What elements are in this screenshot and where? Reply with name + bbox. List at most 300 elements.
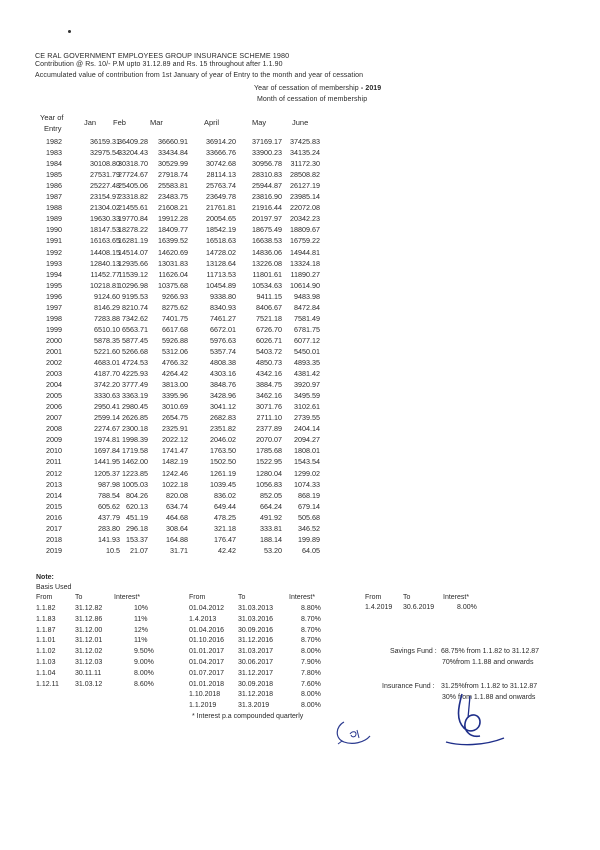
basis-from: 1.1.01 — [36, 637, 56, 645]
entry-year-cell: 1997 — [46, 302, 62, 312]
value-cell: 5450.01 — [294, 346, 320, 356]
value-cell: 12935.66 — [118, 258, 148, 268]
entry-year-cell: 2007 — [46, 413, 62, 423]
value-cell: 33900.23 — [252, 148, 282, 158]
value-cell: 16518.63 — [206, 236, 236, 246]
value-cell: 1462.00 — [122, 457, 148, 467]
basis-interest: 8.00% — [301, 691, 321, 699]
value-cell: 199.89 — [298, 534, 320, 544]
value-cell: 176.47 — [214, 534, 236, 544]
basis-to: 30.06.2017 — [238, 659, 274, 666]
basis-interest: 8.00% — [301, 648, 321, 656]
value-cell: 8406.67 — [256, 302, 282, 312]
value-cell: 20197.97 — [252, 214, 282, 224]
table-row — [0, 402, 600, 413]
value-cell: 14728.02 — [206, 247, 236, 257]
value-cell: 10454.89 — [206, 280, 236, 290]
value-cell: 868.19 — [298, 490, 320, 500]
entry-year-cell: 2017 — [46, 523, 62, 533]
value-cell: 3462.16 — [256, 391, 282, 401]
basis-from: 1.4.2019 — [365, 604, 393, 611]
entry-year-cell: 2018 — [46, 534, 62, 544]
value-cell: 7283.88 — [94, 313, 120, 323]
basis-from: 01.01.2018 — [189, 680, 225, 688]
value-cell: 27531.79 — [90, 170, 120, 180]
value-cell: 14408.15 — [90, 247, 120, 257]
basis-to: 31.12.2017 — [238, 669, 274, 677]
value-cell: 1223.85 — [122, 468, 148, 478]
value-cell: 25227.48 — [90, 181, 120, 191]
value-cell: 30318.70 — [118, 159, 148, 169]
table-row — [0, 170, 600, 181]
compound-note: * Interest p.a compounded quarterly — [192, 713, 304, 720]
value-cell: 6026.71 — [256, 335, 282, 345]
table-row — [0, 435, 600, 446]
value-cell: 19912.28 — [158, 214, 188, 224]
basis-from: 01.10.2016 — [189, 637, 225, 645]
value-cell: 5976.63 — [210, 335, 236, 345]
value-cell: 1482.19 — [162, 457, 188, 467]
value-cell: 8146.29 — [94, 302, 120, 312]
value-cell: 9195.53 — [122, 291, 148, 301]
table-row — [0, 413, 600, 424]
set2-from-header: From — [189, 594, 206, 601]
value-cell: 2599.14 — [94, 413, 120, 423]
basis-interest: 8.00% — [457, 604, 477, 611]
entry-year-cell: 1989 — [46, 214, 62, 224]
value-cell: 1205.37 — [94, 468, 120, 478]
value-cell: 23318.82 — [118, 192, 148, 202]
value-cell: 33204.43 — [118, 148, 148, 158]
basis-to: 31.12.2016 — [238, 637, 274, 645]
insurance-fund-label: Insurance Fund : — [382, 683, 435, 690]
value-cell: 3813.00 — [162, 380, 188, 390]
value-cell: 18147.53 — [90, 225, 120, 235]
basis-from: 1.1.82 — [36, 605, 56, 612]
value-cell: 10375.68 — [158, 280, 188, 290]
value-cell: 333.81 — [260, 523, 282, 533]
note-title: Note: — [36, 574, 54, 581]
value-cell: 25944.87 — [252, 181, 282, 191]
table-row — [0, 270, 600, 281]
value-cell: 23649.78 — [206, 192, 236, 202]
savings-fund-line-1: 68.75% from 1.1.82 to 31.12.87 — [441, 648, 540, 655]
value-cell: 4303.16 — [210, 369, 236, 379]
basis-interest: 8.70% — [301, 615, 321, 623]
value-cell: 4264.42 — [162, 369, 188, 379]
value-cell: 5357.74 — [210, 346, 236, 356]
value-cell: 27724.67 — [118, 170, 148, 180]
basis-used: Basis Used — [36, 584, 72, 591]
value-cell: 1808.01 — [294, 446, 320, 456]
col-header-year-1: Year of — [40, 113, 64, 122]
value-cell: 22072.08 — [290, 203, 320, 213]
value-cell: 21304.02 — [90, 203, 120, 213]
value-cell: 10.5 — [106, 545, 120, 555]
value-cell: 505.68 — [298, 512, 320, 522]
value-cell: 18675.49 — [252, 225, 282, 235]
entry-year-cell: 1999 — [46, 324, 62, 334]
value-cell: 18542.19 — [206, 225, 236, 235]
value-cell: 634.74 — [166, 501, 188, 511]
table-row — [0, 502, 600, 513]
basis-interest: 8.80% — [301, 605, 321, 612]
entry-year-cell: 1982 — [46, 137, 62, 146]
value-cell: 4683.01 — [94, 358, 120, 367]
value-cell: 16638.53 — [252, 236, 282, 246]
set1-to-header: To — [75, 594, 83, 601]
value-cell: 1543.54 — [294, 457, 320, 467]
col-header-jan: Jan — [84, 118, 97, 127]
value-cell: 2094.27 — [294, 435, 320, 445]
value-cell: 4850.73 — [256, 358, 282, 367]
set1-from-header: From — [36, 594, 53, 601]
value-cell: 2711.10 — [256, 413, 282, 423]
value-cell: 8210.74 — [122, 302, 148, 312]
table-row — [0, 248, 600, 259]
value-cell: 296.18 — [126, 523, 148, 533]
entry-year-cell: 2010 — [46, 446, 62, 456]
entry-year-cell: 1984 — [46, 159, 62, 169]
table-row — [0, 148, 600, 159]
value-cell: 6077.12 — [294, 335, 320, 345]
value-cell: 8340.93 — [210, 302, 236, 312]
basis-to: 31.03.2017 — [238, 648, 274, 656]
table-row — [0, 469, 600, 480]
table-row — [0, 457, 600, 468]
entry-year-cell: 1996 — [46, 291, 62, 301]
value-cell: 36660.91 — [158, 137, 188, 146]
value-cell: 4225.93 — [122, 369, 148, 379]
value-cell: 1697.84 — [94, 446, 120, 456]
value-cell: 1022.18 — [162, 479, 188, 489]
value-cell: 6672.01 — [210, 324, 236, 334]
col-header-june: June — [292, 118, 309, 127]
value-cell: 9124.60 — [94, 291, 120, 301]
value-cell: 2325.91 — [162, 424, 188, 434]
value-cell: 2351.82 — [210, 424, 236, 434]
value-cell: 4381.42 — [294, 369, 320, 379]
basis-to: 31.03.12 — [75, 680, 103, 688]
value-cell: 30108.80 — [90, 159, 120, 169]
table-row — [0, 236, 600, 247]
value-cell: 451.19 — [126, 512, 148, 522]
value-cell: 64.05 — [302, 545, 320, 555]
table-row — [0, 214, 600, 225]
value-cell: 20342.23 — [290, 214, 320, 224]
value-cell: 2739.55 — [294, 413, 320, 423]
value-cell: 4187.70 — [94, 369, 120, 379]
basis-to: 31.12.82 — [75, 605, 103, 612]
set3-to-header: To — [403, 594, 411, 601]
value-cell: 679.14 — [298, 501, 320, 511]
basis-interest: 11% — [134, 615, 148, 623]
value-cell: 987.98 — [98, 479, 120, 489]
year-cessation-label: Year of cessation of membership — [254, 85, 359, 92]
insurance-fund-line-1: 31.25%from 1.1.82 to 31.12.87 — [441, 683, 538, 690]
value-cell: 620.13 — [126, 501, 148, 511]
table-row — [0, 192, 600, 203]
value-cell: 3884.75 — [256, 380, 282, 390]
entry-year-cell: 2011 — [46, 457, 62, 467]
value-cell: 16281.19 — [118, 236, 148, 246]
value-cell: 6617.68 — [162, 324, 188, 334]
value-cell: 12840.13 — [90, 258, 120, 268]
value-cell: 164.88 — [166, 534, 188, 544]
value-cell: 4724.53 — [122, 358, 148, 367]
table-row — [0, 203, 600, 214]
value-cell: 11452.77 — [90, 269, 120, 279]
value-cell: 14836.06 — [252, 247, 282, 257]
entry-year-cell: 1983 — [46, 148, 62, 158]
value-cell: 7401.75 — [162, 313, 188, 323]
value-cell: 5878.35 — [94, 335, 120, 345]
entry-year-cell: 1985 — [46, 170, 62, 180]
table-row — [0, 380, 600, 391]
value-cell: 18809.67 — [290, 225, 320, 235]
table-row — [0, 546, 600, 557]
entry-year-cell: 2001 — [46, 346, 62, 356]
value-cell: 664.24 — [260, 501, 282, 511]
value-cell: 464.68 — [166, 512, 188, 522]
value-cell: 53.20 — [264, 545, 282, 555]
entry-year-cell: 2009 — [46, 435, 62, 445]
table-row — [0, 303, 600, 314]
basis-interest: 8.70% — [301, 637, 321, 645]
value-cell: 6510.10 — [94, 324, 120, 334]
value-cell: 18278.22 — [118, 225, 148, 235]
value-cell: 1522.95 — [256, 457, 282, 467]
value-cell: 34135.24 — [290, 148, 320, 158]
entry-year-cell: 2008 — [46, 424, 62, 434]
value-cell: 10534.63 — [252, 280, 282, 290]
value-cell: 6781.75 — [294, 324, 320, 334]
value-cell: 2377.89 — [256, 424, 282, 434]
value-cell: 21761.81 — [206, 203, 236, 213]
value-cell: 3848.76 — [210, 380, 236, 390]
value-cell: 1441.95 — [94, 457, 120, 467]
value-cell: 1974.81 — [94, 435, 120, 445]
basis-interest: 7.60% — [301, 680, 321, 688]
value-cell: 20054.65 — [206, 214, 236, 224]
basis-from: 01.04.2017 — [189, 659, 225, 666]
table-row — [0, 491, 600, 502]
basis-from: 1.10.2018 — [189, 691, 221, 699]
basis-to: 31.3.2019 — [238, 702, 270, 710]
value-cell: 18409.77 — [158, 225, 188, 235]
value-cell: 1074.33 — [294, 479, 320, 489]
set2-interest-header: Interest* — [289, 594, 316, 601]
basis-from: 01.04.2016 — [189, 626, 225, 634]
value-cell: 7521.18 — [256, 313, 282, 323]
value-cell: 5403.72 — [256, 346, 282, 356]
value-cell: 3330.63 — [94, 391, 120, 401]
value-cell: 36409.28 — [118, 137, 148, 146]
table-row — [0, 369, 600, 380]
value-cell: 28310.83 — [252, 170, 282, 180]
value-cell: 3395.96 — [162, 391, 188, 401]
value-cell: 3920.97 — [294, 380, 320, 390]
value-cell: 28114.13 — [206, 170, 236, 180]
year-cessation-value: - 2019 — [360, 85, 382, 92]
value-cell: 42.42 — [218, 545, 236, 555]
basis-interest: 7.90% — [301, 659, 321, 666]
value-cell: 5926.88 — [162, 335, 188, 345]
value-cell: 188.14 — [260, 534, 282, 544]
col-header-year-2: Entry — [44, 124, 62, 133]
basis-interest: 8.60% — [134, 680, 154, 688]
value-cell: 321.18 — [214, 523, 236, 533]
entry-year-cell: 1998 — [46, 313, 62, 323]
value-cell: 153.37 — [126, 534, 148, 544]
value-cell: 820.08 — [166, 490, 188, 500]
value-cell: 5312.06 — [162, 346, 188, 356]
value-cell: 36159.31 — [90, 137, 120, 146]
basis-from: 1.1.03 — [36, 659, 56, 666]
value-cell: 2626.85 — [122, 413, 148, 423]
basis-from: 01.04.2012 — [189, 605, 225, 612]
value-cell: 6563.71 — [122, 324, 148, 334]
basis-to: 31.12.01 — [75, 637, 103, 645]
value-cell: 10614.90 — [290, 280, 320, 290]
value-cell: 37169.17 — [252, 137, 282, 146]
basis-to: 31.03.2016 — [238, 615, 274, 623]
value-cell: 11713.53 — [206, 269, 236, 279]
set2-to-header: To — [238, 594, 246, 601]
value-cell: 7342.62 — [122, 313, 148, 323]
value-cell: 11626.04 — [158, 269, 188, 279]
value-cell: 1280.04 — [256, 468, 282, 478]
value-cell: 10296.98 — [118, 280, 148, 290]
value-cell: 7461.27 — [210, 313, 236, 323]
basis-from: 01.07.2017 — [189, 669, 225, 677]
value-cell: 4893.35 — [294, 358, 320, 367]
month-cessation-line: Month of cessation of membership — [257, 96, 368, 103]
basis-to: 31.12.03 — [75, 659, 103, 666]
value-cell: 27918.74 — [158, 170, 188, 180]
value-cell: 23483.75 — [158, 192, 188, 202]
table-row — [0, 225, 600, 236]
value-cell: 1005.03 — [122, 479, 148, 489]
value-cell: 23985.14 — [290, 192, 320, 202]
value-cell: 5266.68 — [122, 346, 148, 356]
value-cell: 3363.19 — [122, 391, 148, 401]
entry-year-cell: 1986 — [46, 181, 62, 191]
value-cell: 3428.96 — [210, 391, 236, 401]
basis-interest: 10% — [134, 605, 149, 612]
table-row — [0, 281, 600, 292]
value-cell: 3777.49 — [122, 380, 148, 390]
value-cell: 25583.81 — [158, 181, 188, 191]
set1-interest-header: Interest* — [114, 594, 141, 601]
value-cell: 308.64 — [166, 523, 188, 533]
table-row — [0, 480, 600, 491]
basis-to: 31.12.00 — [75, 626, 103, 634]
document-title: CE RAL GOVERNMENT EMPLOYEES GROUP INSURANCE SCHEME 1980 — [35, 51, 290, 60]
table-row — [0, 424, 600, 435]
value-cell: 37425.83 — [290, 137, 320, 146]
entry-year-cell: 1994 — [46, 269, 62, 279]
basis-to: 31.12.86 — [75, 615, 103, 623]
value-cell: 1719.58 — [122, 446, 148, 456]
value-cell: 33434.84 — [158, 148, 188, 158]
entry-year-cell: 1987 — [46, 192, 62, 202]
value-cell: 6726.70 — [256, 324, 282, 334]
savings-fund-line-2: 70%from 1.1.88 and onwards — [442, 659, 534, 666]
value-cell: 31.71 — [170, 545, 188, 555]
value-cell: 1261.19 — [210, 468, 236, 478]
entry-year-cell: 1993 — [46, 258, 62, 268]
value-cell: 21455.61 — [118, 203, 148, 213]
set3-interest-header: Interest* — [443, 594, 470, 601]
entry-year-cell: 2004 — [46, 380, 62, 390]
table-row — [0, 358, 600, 369]
value-cell: 4766.32 — [162, 358, 188, 367]
basis-interest: 8.00% — [134, 669, 154, 677]
value-cell: 3742.20 — [94, 380, 120, 390]
value-cell: 26127.19 — [290, 181, 320, 191]
value-cell: 30742.68 — [206, 159, 236, 169]
accumulated-line: Accumulated value of contribution from 1st January of year of Entry to the month and year of cessation — [35, 72, 364, 79]
value-cell: 14620.69 — [158, 247, 188, 257]
value-cell: 788.54 — [98, 490, 120, 500]
basis-to: 31.03.2013 — [238, 605, 274, 612]
value-cell: 2950.41 — [94, 402, 120, 412]
value-cell: 30956.78 — [252, 159, 282, 169]
entry-year-cell: 2016 — [46, 512, 62, 522]
value-cell: 5221.60 — [94, 346, 120, 356]
entry-year-cell: 2003 — [46, 369, 62, 379]
value-cell: 32975.54 — [90, 148, 120, 158]
table-row — [0, 336, 600, 347]
value-cell: 14944.81 — [290, 247, 320, 257]
value-cell: 33666.76 — [206, 148, 236, 158]
entry-year-cell: 2014 — [46, 490, 62, 500]
entry-year-cell: 1990 — [46, 225, 62, 235]
value-cell: 13128.64 — [206, 258, 236, 268]
value-cell: 852.05 — [260, 490, 282, 500]
table-row — [0, 347, 600, 358]
value-cell: 1299.02 — [294, 468, 320, 478]
entry-year-cell: 2006 — [46, 402, 62, 412]
value-cell: 3071.76 — [256, 402, 282, 412]
basis-from: 1.1.02 — [36, 648, 56, 656]
set3-from-header: From — [365, 594, 382, 601]
value-cell: 2654.75 — [162, 413, 188, 423]
signature-mark-1 — [330, 710, 380, 750]
value-cell: 4342.16 — [256, 369, 282, 379]
value-cell: 11801.61 — [252, 269, 282, 279]
basis-from: 1.4.2013 — [189, 615, 217, 623]
entry-year-cell: 2000 — [46, 335, 62, 345]
value-cell: 2070.07 — [256, 435, 282, 445]
value-cell: 13324.18 — [290, 258, 320, 268]
value-cell: 2404.14 — [294, 424, 320, 434]
entry-year-cell: 2012 — [46, 468, 62, 478]
value-cell: 10218.81 — [90, 280, 120, 290]
value-cell: 9338.80 — [210, 291, 236, 301]
value-cell: 804.26 — [126, 490, 148, 500]
value-cell: 346.52 — [298, 523, 320, 533]
basis-from: 1.1.04 — [36, 669, 56, 677]
basis-to: 31.12.2018 — [238, 691, 274, 699]
entry-year-cell: 2019 — [46, 545, 62, 555]
table-row — [0, 524, 600, 535]
value-cell: 2682.83 — [210, 413, 236, 423]
basis-from: 1.1.87 — [36, 626, 56, 634]
table-row — [0, 513, 600, 524]
value-cell: 7581.49 — [294, 313, 320, 323]
